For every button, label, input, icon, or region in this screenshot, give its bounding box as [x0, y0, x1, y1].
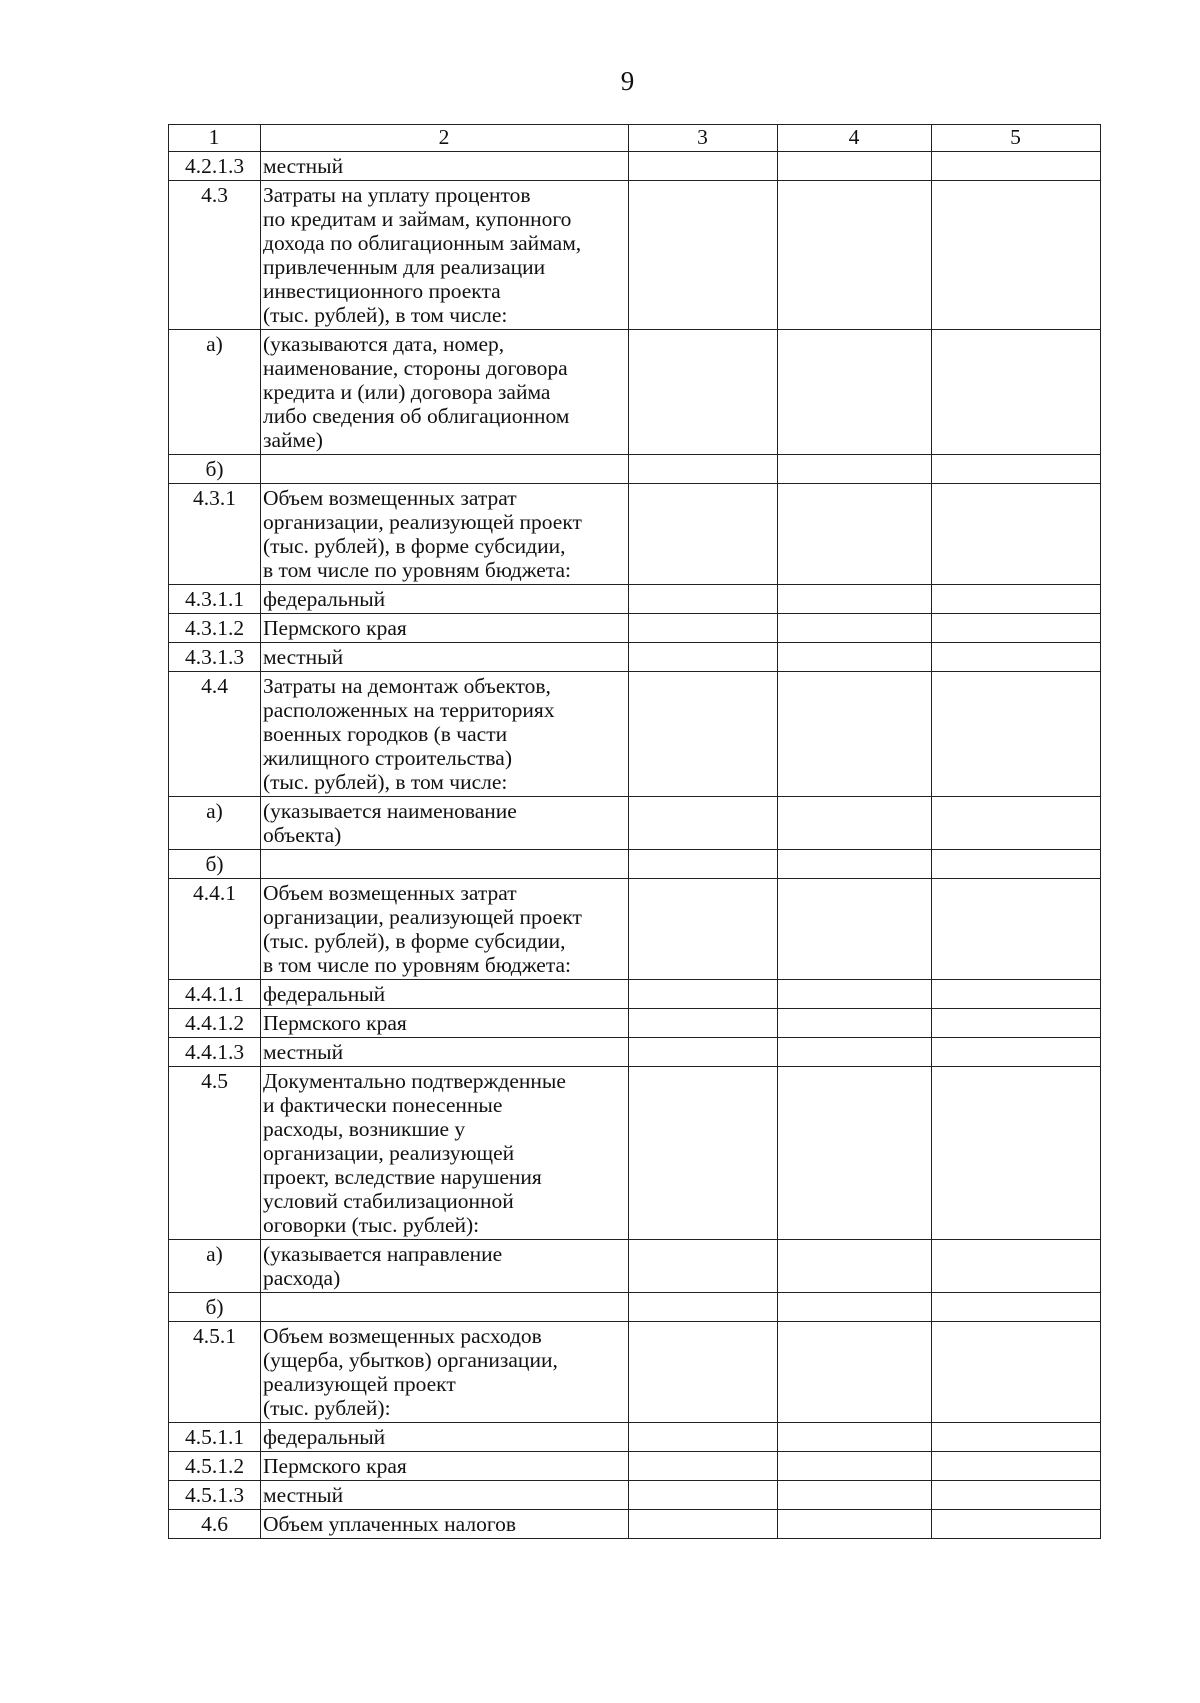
- column-3-cell: [629, 980, 778, 1009]
- row-number-cell: 4.4: [169, 672, 261, 797]
- column-5-cell: [932, 585, 1101, 614]
- column-5-cell: [932, 1510, 1101, 1539]
- row-description-cell: (указываются дата, номер, наименование, стороны договора кредита и (или) договора займа либо сведения об облигационном займе): [261, 330, 629, 455]
- column-5-cell: [932, 1009, 1101, 1038]
- column-4-cell: [778, 1038, 932, 1067]
- table-row: [169, 1038, 1101, 1067]
- row-number-cell: 4.3.1.3: [169, 643, 261, 672]
- column-5-cell: [932, 797, 1101, 850]
- table-row: [169, 1322, 1101, 1423]
- row-number-cell: 4.3.1.1: [169, 585, 261, 614]
- table-row: [169, 455, 1101, 484]
- row-description-cell: Объем возмещенных затрат организации, реализующей проект (тыс. рублей), в форме субсидии, в том числе по уровням бюджета:: [261, 484, 629, 585]
- row-description-cell: федеральный: [261, 980, 629, 1009]
- column-4-cell: [778, 181, 932, 330]
- column-4-cell: [778, 1240, 932, 1293]
- table-row: [169, 797, 1101, 850]
- column-5-cell: [932, 152, 1101, 181]
- column-4-cell: [778, 643, 932, 672]
- row-number-cell: б): [169, 850, 261, 879]
- table-row: [169, 1481, 1101, 1510]
- column-3-cell: [629, 1067, 778, 1240]
- column-5-cell: [932, 672, 1101, 797]
- row-number-cell: 4.4.1.2: [169, 1009, 261, 1038]
- row-description-cell: Затраты на демонтаж объектов, расположенных на территориях военных городков (в части жилищного строительства) (тыс. рублей), в том числе:: [261, 672, 629, 797]
- column-3-cell: [629, 455, 778, 484]
- page-number: 9: [620, 66, 635, 96]
- table-body: [169, 125, 1101, 1539]
- row-description-cell: федеральный: [261, 1423, 629, 1452]
- row-description-cell: местный: [261, 1481, 629, 1510]
- column-5-cell: [932, 1322, 1101, 1423]
- column-3-cell: [629, 330, 778, 455]
- table-row: [169, 614, 1101, 643]
- row-number-cell: 4.6: [169, 1510, 261, 1539]
- column-4-cell: [778, 879, 932, 980]
- row-description-cell: Пермского края: [261, 1452, 629, 1481]
- column-4-cell: [778, 1510, 932, 1539]
- table-row: [169, 879, 1101, 980]
- row-description-cell: (указывается направление расхода): [261, 1240, 629, 1293]
- header-cell-5: 5: [932, 125, 1101, 152]
- column-4-cell: [778, 1293, 932, 1322]
- row-number-cell: 4.3: [169, 181, 261, 330]
- column-5-cell: [932, 643, 1101, 672]
- column-3-cell: [629, 850, 778, 879]
- column-5-cell: [932, 1423, 1101, 1452]
- row-description-cell: [261, 455, 629, 484]
- column-3-cell: [629, 1240, 778, 1293]
- column-3-cell: [629, 1293, 778, 1322]
- column-4-cell: [778, 484, 932, 585]
- column-4-cell: [778, 797, 932, 850]
- column-4-cell: [778, 614, 932, 643]
- row-number-cell: 4.5.1: [169, 1322, 261, 1423]
- table-row: [169, 643, 1101, 672]
- column-4-cell: [778, 850, 932, 879]
- table-row: [169, 1452, 1101, 1481]
- row-description-cell: местный: [261, 1038, 629, 1067]
- column-5-cell: [932, 1452, 1101, 1481]
- column-4-cell: [778, 1009, 932, 1038]
- row-description-cell: местный: [261, 643, 629, 672]
- column-3-cell: [629, 1510, 778, 1539]
- column-4-cell: [778, 330, 932, 455]
- row-description-cell: [261, 850, 629, 879]
- row-number-cell: 4.5.1.1: [169, 1423, 261, 1452]
- column-3-cell: [629, 1452, 778, 1481]
- column-3-cell: [629, 672, 778, 797]
- table-row: [169, 484, 1101, 585]
- row-description-cell: Документально подтвержденные и фактически понесенные расходы, возникшие у организации, реализующей проект, вследствие нарушения условий стабилизационной оговорки (тыс. рублей):: [261, 1067, 629, 1240]
- row-number-cell: 4.3.1.2: [169, 614, 261, 643]
- column-4-cell: [778, 1481, 932, 1510]
- header-cell-4: 4: [778, 125, 932, 152]
- column-5-cell: [932, 330, 1101, 455]
- row-description-cell: федеральный: [261, 585, 629, 614]
- column-3-cell: [629, 484, 778, 585]
- table-row: [169, 181, 1101, 330]
- column-3-cell: [629, 797, 778, 850]
- column-5-cell: [932, 484, 1101, 585]
- column-3-cell: [629, 1322, 778, 1423]
- table-row: [169, 152, 1101, 181]
- column-5-cell: [932, 1240, 1101, 1293]
- row-number-cell: 4.5: [169, 1067, 261, 1240]
- row-description-cell: Пермского края: [261, 1009, 629, 1038]
- table-row: [169, 1240, 1101, 1293]
- row-number-cell: 4.3.1: [169, 484, 261, 585]
- table-row: [169, 1510, 1101, 1539]
- table-row: [169, 850, 1101, 879]
- column-4-cell: [778, 455, 932, 484]
- row-description-cell: Объем уплаченных налогов: [261, 1510, 629, 1539]
- column-5-cell: [932, 614, 1101, 643]
- column-5-cell: [932, 850, 1101, 879]
- table-row: [169, 1293, 1101, 1322]
- row-number-cell: 4.5.1.3: [169, 1481, 261, 1510]
- row-number-cell: а): [169, 797, 261, 850]
- table-row: [169, 585, 1101, 614]
- expenses-table: [168, 124, 1101, 1539]
- column-3-cell: [629, 879, 778, 980]
- column-3-cell: [629, 1481, 778, 1510]
- column-5-cell: [932, 455, 1101, 484]
- row-description-cell: Пермского края: [261, 614, 629, 643]
- row-number-cell: б): [169, 455, 261, 484]
- header-row: [169, 125, 1101, 152]
- column-3-cell: [629, 1009, 778, 1038]
- header-cell-1: 1: [169, 125, 261, 152]
- expenses-table-container: [168, 124, 1101, 1539]
- column-5-cell: [932, 1067, 1101, 1240]
- column-4-cell: [778, 1452, 932, 1481]
- row-number-cell: 4.5.1.2: [169, 1452, 261, 1481]
- row-description-cell: Затраты на уплату процентов по кредитам и займам, купонного дохода по облигационным займам, привлеченным для реализации инвестиционного проекта (тыс. рублей), в том числе:: [261, 181, 629, 330]
- column-3-cell: [629, 614, 778, 643]
- row-number-cell: 4.4.1.3: [169, 1038, 261, 1067]
- row-description-cell: местный: [261, 152, 629, 181]
- row-number-cell: б): [169, 1293, 261, 1322]
- column-4-cell: [778, 980, 932, 1009]
- table-row: [169, 672, 1101, 797]
- column-4-cell: [778, 585, 932, 614]
- column-5-cell: [932, 1481, 1101, 1510]
- column-3-cell: [629, 643, 778, 672]
- column-4-cell: [778, 152, 932, 181]
- column-4-cell: [778, 1322, 932, 1423]
- table-row: [169, 1009, 1101, 1038]
- column-3-cell: [629, 1038, 778, 1067]
- column-3-cell: [629, 152, 778, 181]
- row-description-cell: [261, 1293, 629, 1322]
- column-3-cell: [629, 585, 778, 614]
- column-5-cell: [932, 980, 1101, 1009]
- column-5-cell: [932, 181, 1101, 330]
- row-number-cell: а): [169, 330, 261, 455]
- column-5-cell: [932, 1038, 1101, 1067]
- column-5-cell: [932, 879, 1101, 980]
- row-description-cell: Объем возмещенных расходов (ущерба, убытков) организации, реализующей проект (тыс. рублей):: [261, 1322, 629, 1423]
- row-number-cell: 4.2.1.3: [169, 152, 261, 181]
- row-description-cell: Объем возмещенных затрат организации, реализующей проект (тыс. рублей), в форме субсидии, в том числе по уровням бюджета:: [261, 879, 629, 980]
- row-number-cell: 4.4.1.1: [169, 980, 261, 1009]
- column-4-cell: [778, 672, 932, 797]
- table-row: [169, 330, 1101, 455]
- header-cell-2: 2: [261, 125, 629, 152]
- header-cell-3: 3: [629, 125, 778, 152]
- row-number-cell: 4.4.1: [169, 879, 261, 980]
- table-row: [169, 1423, 1101, 1452]
- column-5-cell: [932, 1293, 1101, 1322]
- column-4-cell: [778, 1067, 932, 1240]
- row-number-cell: а): [169, 1240, 261, 1293]
- table-row: [169, 980, 1101, 1009]
- table-row: [169, 1067, 1101, 1240]
- column-3-cell: [629, 181, 778, 330]
- row-description-cell: (указывается наименование объекта): [261, 797, 629, 850]
- column-3-cell: [629, 1423, 778, 1452]
- column-4-cell: [778, 1423, 932, 1452]
